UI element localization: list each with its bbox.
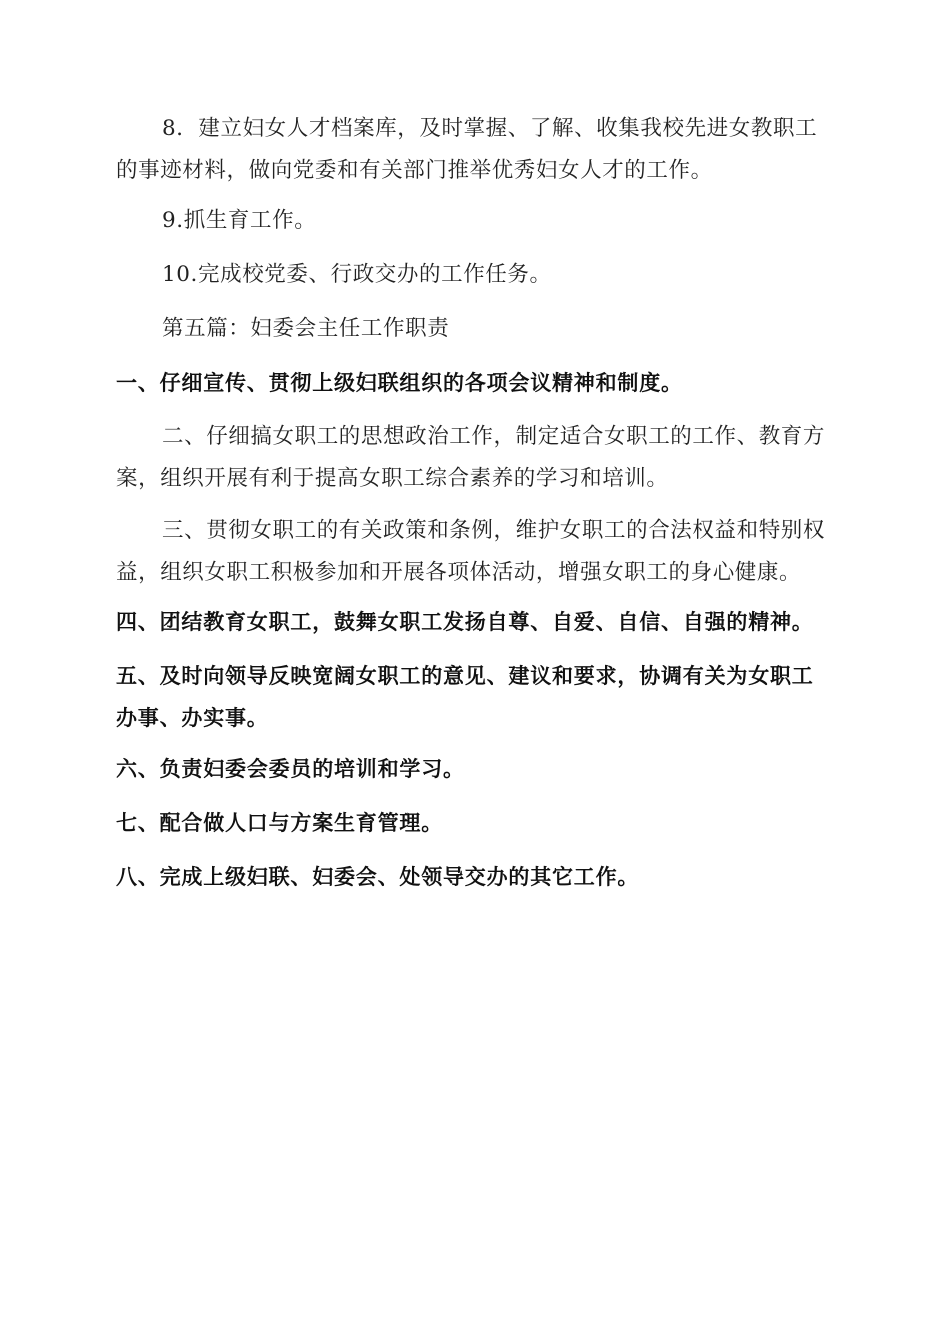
paragraph-item-9: 9.抓生育工作。: [162, 208, 317, 233]
duty-item-7: 七、配合做人口与方案生育管理。: [116, 811, 443, 835]
paragraph-item-10: 10.完成校党委、行政交办的工作任务。: [162, 262, 552, 287]
duty-item-6: 六、负责妇委会委员的培训和学习。: [116, 757, 465, 781]
section-heading: 第五篇：妇委会主任工作职责: [162, 316, 450, 341]
paragraph-item-8: 8．建立妇女人才档案库，及时掌握、了解、收集我校先进女教职工的事迹材料，做向党委和有关部门推举优秀妇女人才的工作。: [116, 116, 818, 183]
duty-item-5: 五、及时向领导反映宽阔女职工的意见、建议和要求，协调有关为女职工办事、办实事。: [116, 664, 814, 730]
duty-item-8: 八、完成上级妇联、妇委会、处领导交办的其它工作。: [116, 865, 640, 889]
duty-item-3: 三、贯彻女职工的有关政策和条例，维护女职工的合法权益和特别权益，组织女职工积极参加和开展各项体活动，增强女职工的身心健康。: [116, 518, 826, 585]
duty-item-2: 二、仔细搞女职工的思想政治工作，制定适合女职工的工作、教育方案，组织开展有利于提高女职工综合素养的学习和培训。: [116, 424, 826, 491]
duty-item-1: 一、仔细宣传、贯彻上级妇联组织的各项会议精神和制度。: [116, 371, 683, 395]
duty-item-4: 四、团结教育女职工，鼓舞女职工发扬自尊、自爱、自信、自强的精神。: [116, 610, 814, 634]
